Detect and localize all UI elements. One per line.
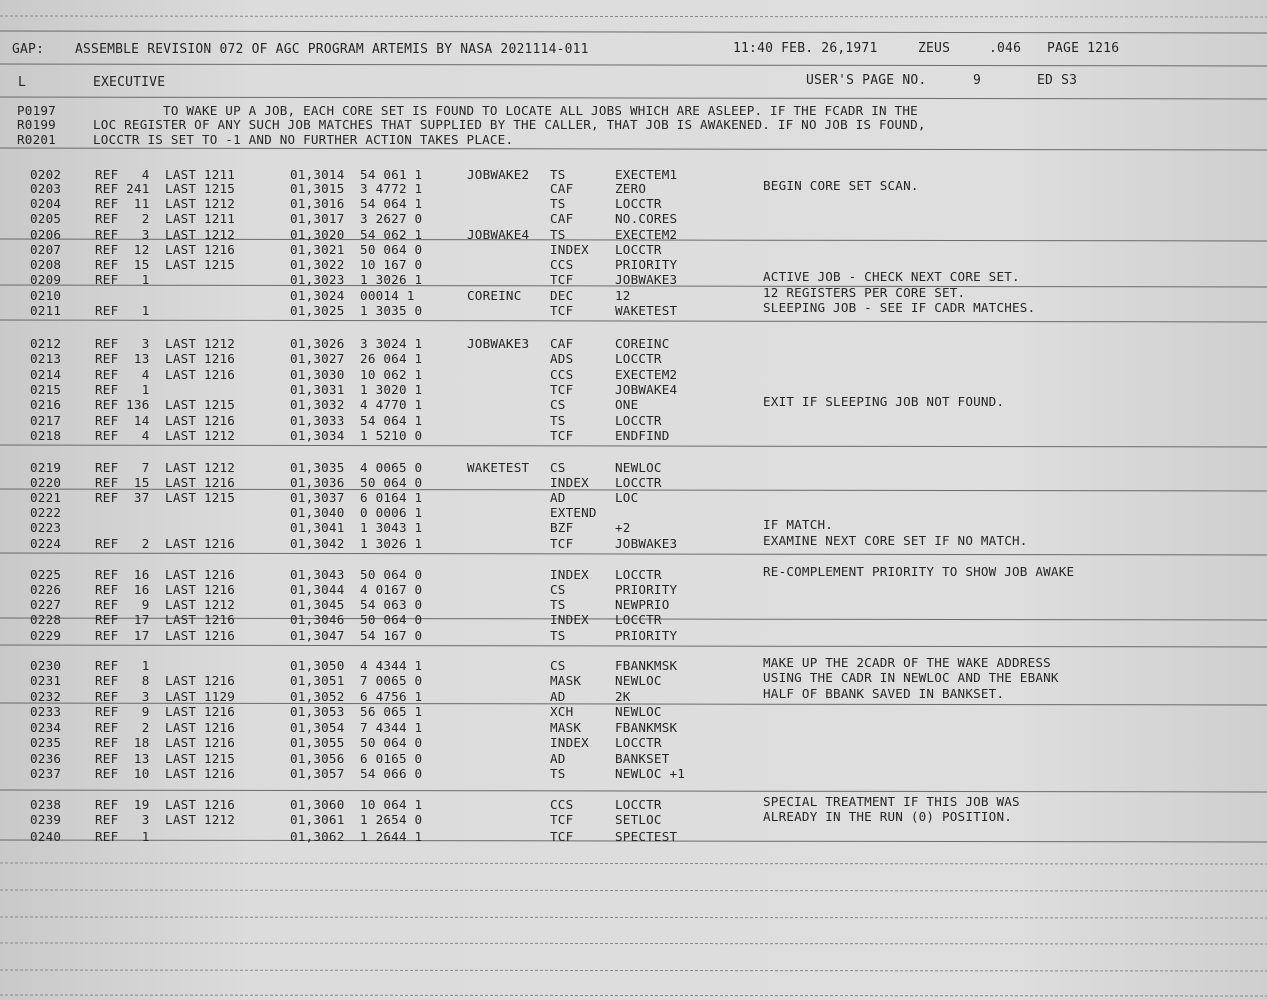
address-code: 01,3040 0 0006 1 [290, 505, 423, 520]
line-comment: SLEEPING JOB - SEE IF CADR MATCHES. [763, 300, 1036, 315]
opcode: TCF [550, 428, 574, 443]
line-comment: IF MATCH. [763, 517, 834, 532]
address-code: 01,3060 10 064 1 [290, 797, 423, 812]
opcode: CCS [550, 367, 574, 382]
intro-line-text: LOCCTR IS SET TO -1 AND NO FURTHER ACTION TAKES PLACE. [93, 132, 514, 147]
operand: NEWLOC [615, 673, 662, 688]
intro-line-number: R0201 [17, 132, 56, 147]
dashed-ruled-line [0, 995, 1267, 996]
ref-info: REF 136 LAST 1215 [95, 397, 236, 412]
line-number: 0208 [30, 257, 62, 272]
address-code: 01,3015 3 4772 1 [290, 181, 423, 196]
opcode: CAF [550, 336, 574, 351]
operand: +2 [615, 520, 631, 535]
address-code: 01,3047 54 167 0 [290, 628, 423, 643]
opcode: BZF [550, 520, 574, 535]
opcode: TS [550, 766, 566, 781]
ref-info: REF 18 LAST 1216 [95, 735, 236, 750]
ref-info: REF 1 [95, 658, 150, 673]
line-comment: EXAMINE NEXT CORE SET IF NO MATCH. [763, 533, 1028, 548]
operand: LOCCTR [615, 242, 662, 257]
operand: JOBWAKE4 [615, 382, 678, 397]
opcode: CS [550, 397, 566, 412]
opcode: ADS [550, 351, 574, 366]
address-code: 01,3044 4 0167 0 [290, 582, 423, 597]
opcode: AD [550, 490, 566, 505]
symbol-label: JOBWAKE2 [467, 167, 530, 182]
opcode: AD [550, 751, 566, 766]
line-comment: HALF OF BBANK SAVED IN BANKSET. [763, 686, 1005, 701]
line-number: 0218 [30, 428, 62, 443]
line-number: 0222 [30, 505, 62, 520]
address-code: 01,3023 1 3026 1 [290, 272, 423, 287]
ref-info: REF 17 LAST 1216 [95, 628, 236, 643]
line-number: 0228 [30, 612, 62, 627]
address-code: 01,3061 1 2654 0 [290, 812, 423, 827]
line-number: 0210 [30, 288, 62, 303]
ref-info: REF 7 LAST 1212 [95, 460, 236, 475]
header-title: ASSEMBLE REVISION 072 OF AGC PROGRAM ARTEMIS BY NASA 2021114-011 [75, 42, 589, 57]
opcode: CCS [550, 797, 574, 812]
line-number: 0229 [30, 628, 62, 643]
line-number: 0231 [30, 673, 62, 688]
ruled-line [0, 645, 1267, 647]
line-number: 0204 [30, 196, 62, 211]
address-code: 01,3055 50 064 0 [290, 735, 423, 750]
line-comment: MAKE UP THE 2CADR OF THE WAKE ADDRESS [763, 655, 1051, 670]
address-code: 01,3025 1 3035 0 [290, 303, 423, 318]
ref-info: REF 16 LAST 1216 [95, 567, 236, 582]
column-letter: L [18, 75, 27, 90]
address-code: 01,3056 6 0165 0 [290, 751, 423, 766]
opcode: EXTEND [550, 505, 597, 520]
ref-info: REF 12 LAST 1216 [95, 242, 236, 257]
address-code: 01,3026 3 3024 1 [290, 336, 423, 351]
line-number: 0227 [30, 597, 62, 612]
dashed-ruled-line [0, 16, 1267, 17]
operand: LOCCTR [615, 797, 662, 812]
opcode: CS [550, 658, 566, 673]
dashed-ruled-line [0, 917, 1267, 918]
opcode: MASK [550, 720, 582, 735]
ref-info: REF 1 [95, 829, 150, 844]
ref-info: REF 3 LAST 1129 [95, 689, 236, 704]
ref-info: REF 16 LAST 1216 [95, 582, 236, 597]
opcode: INDEX [550, 475, 589, 490]
ref-info: REF 1 [95, 272, 150, 287]
dashed-ruled-line [0, 863, 1267, 864]
line-number: 0230 [30, 658, 62, 673]
line-comment: 12 REGISTERS PER CORE SET. [763, 285, 966, 300]
ruled-line [0, 445, 1267, 447]
operand: SPECTEST [615, 829, 678, 844]
operand: 12 [615, 288, 631, 303]
opcode: INDEX [550, 612, 589, 627]
address-code: 01,3057 54 066 0 [290, 766, 423, 781]
address-code: 01,3051 7 0065 0 [290, 673, 423, 688]
ref-info: REF 19 LAST 1216 [95, 797, 236, 812]
symbol-label: COREINC [467, 288, 522, 303]
ref-info: REF 4 LAST 1211 [95, 167, 236, 182]
opcode: TS [550, 196, 566, 211]
ref-info: REF 9 LAST 1212 [95, 597, 236, 612]
address-code: 01,3030 10 062 1 [290, 367, 423, 382]
address-code: 01,3037 6 0164 1 [290, 490, 423, 505]
operand: JOBWAKE3 [615, 536, 678, 551]
operand: WAKETEST [615, 303, 678, 318]
ref-info: REF 4 LAST 1216 [95, 367, 236, 382]
intro-line-text: LOC REGISTER OF ANY SUCH JOB MATCHES THAT SUPPLIED BY THE CALLER, THAT JOB IS AWAKENED. IF NO JOB IS FOUND, [93, 117, 926, 132]
opcode: TCF [550, 536, 574, 551]
address-code: 01,3031 1 3020 1 [290, 382, 423, 397]
operand: NEWLOC [615, 704, 662, 719]
operand: EXECTEM2 [615, 227, 678, 242]
line-number: 0224 [30, 536, 62, 551]
operand: JOBWAKE3 [615, 272, 678, 287]
line-number: 0207 [30, 242, 62, 257]
operand: EXECTEM2 [615, 367, 678, 382]
line-comment: ALREADY IN THE RUN (0) POSITION. [763, 809, 1013, 824]
line-comment: BEGIN CORE SET SCAN. [763, 178, 919, 193]
opcode: AD [550, 689, 566, 704]
operand: NO.CORES [615, 211, 678, 226]
ruled-line [0, 64, 1267, 66]
opcode: TCF [550, 303, 574, 318]
opcode: CAF [550, 211, 574, 226]
opcode: TS [550, 227, 566, 242]
operand: LOCCTR [615, 196, 662, 211]
line-number: 0238 [30, 797, 62, 812]
opcode: CS [550, 582, 566, 597]
opcode: XCH [550, 704, 574, 719]
opcode: CS [550, 460, 566, 475]
line-number: 0216 [30, 397, 62, 412]
address-code: 01,3045 54 063 0 [290, 597, 423, 612]
line-number: 0217 [30, 413, 62, 428]
ref-info: REF 13 LAST 1215 [95, 751, 236, 766]
address-code: 01,3052 6 4756 1 [290, 689, 423, 704]
line-number: 0232 [30, 689, 62, 704]
ref-info: REF 2 LAST 1216 [95, 720, 236, 735]
line-number: 0214 [30, 367, 62, 382]
address-code: 01,3016 54 064 1 [290, 196, 423, 211]
ref-info: REF 3 LAST 1212 [95, 336, 236, 351]
address-code: 01,3053 56 065 1 [290, 704, 423, 719]
address-code: 01,3042 1 3026 1 [290, 536, 423, 551]
address-code: 01,3017 3 2627 0 [290, 211, 423, 226]
operand: PRIORITY [615, 257, 678, 272]
line-comment: EXIT IF SLEEPING JOB NOT FOUND. [763, 394, 1005, 409]
ref-info: REF 13 LAST 1216 [95, 351, 236, 366]
ref-info: REF 14 LAST 1216 [95, 413, 236, 428]
operand: BANKSET [615, 751, 670, 766]
header-gap: GAP: [12, 42, 45, 57]
operand: FBANKMSK [615, 658, 678, 673]
operand: ONE [615, 397, 639, 412]
ref-info: REF 1 [95, 303, 150, 318]
operand: NEWPRIO [615, 597, 670, 612]
operand: ZERO [615, 181, 647, 196]
line-number: 0215 [30, 382, 62, 397]
opcode: CAF [550, 181, 574, 196]
line-number: 0223 [30, 520, 62, 535]
ref-info: REF 4 LAST 1212 [95, 428, 236, 443]
address-code: 01,3043 50 064 0 [290, 567, 423, 582]
header-code: .046 [989, 41, 1022, 56]
operand: LOCCTR [615, 475, 662, 490]
ref-info: REF 3 LAST 1212 [95, 812, 236, 827]
dashed-ruled-line [0, 970, 1267, 971]
operand: LOCCTR [615, 351, 662, 366]
line-number: 0202 [30, 167, 62, 182]
address-code: 01,3046 50 064 0 [290, 612, 423, 627]
address-code: 01,3014 54 061 1 [290, 167, 423, 182]
line-number: 0203 [30, 181, 62, 196]
operand: FBANKMSK [615, 720, 678, 735]
opcode: MASK [550, 673, 582, 688]
line-comment: USING THE CADR IN NEWLOC AND THE EBANK [763, 670, 1059, 685]
ruled-line [0, 320, 1267, 322]
line-number: 0225 [30, 567, 62, 582]
ref-info: REF 9 LAST 1216 [95, 704, 236, 719]
intro-line-number: P0197 [17, 103, 56, 118]
line-number: 0233 [30, 704, 62, 719]
opcode: INDEX [550, 735, 589, 750]
opcode: TS [550, 413, 566, 428]
opcode: TCF [550, 812, 574, 827]
ruled-line [0, 790, 1267, 792]
ref-info: REF 241 LAST 1215 [95, 181, 236, 196]
address-code: 01,3027 26 064 1 [290, 351, 423, 366]
address-code: 01,3032 4 4770 1 [290, 397, 423, 412]
address-code: 01,3020 54 062 1 [290, 227, 423, 242]
address-code: 01,3054 7 4344 1 [290, 720, 423, 735]
ref-info: REF 8 LAST 1216 [95, 673, 236, 688]
operand: COREINC [615, 336, 670, 351]
address-code: 01,3033 54 064 1 [290, 413, 423, 428]
operand: LOCCTR [615, 735, 662, 750]
operand: LOCCTR [615, 567, 662, 582]
address-code: 01,3062 1 2644 1 [290, 829, 423, 844]
line-number: 0220 [30, 475, 62, 490]
intro-line-text: TO WAKE UP A JOB, EACH CORE SET IS FOUND TO LOCATE ALL JOBS WHICH ARE ASLEEP. IF THE FCADR IN THE [93, 103, 918, 118]
ruled-line [0, 31, 1267, 33]
line-number: 0206 [30, 227, 62, 242]
ref-info: REF 15 LAST 1215 [95, 257, 236, 272]
line-number: 0236 [30, 751, 62, 766]
header-time: 11:40 FEB. 26,1971 [733, 41, 878, 56]
header-page: PAGE 1216 [1047, 41, 1120, 56]
line-number: 0237 [30, 766, 62, 781]
line-number: 0219 [30, 460, 62, 475]
operand: NEWLOC +1 [615, 766, 686, 781]
ruled-line [0, 148, 1267, 150]
ref-info: REF 3 LAST 1212 [95, 227, 236, 242]
line-number: 0209 [30, 272, 62, 287]
opcode: TS [550, 597, 566, 612]
address-code: 01,3022 10 167 0 [290, 257, 423, 272]
operand: NEWLOC [615, 460, 662, 475]
ref-info: REF 2 LAST 1216 [95, 536, 236, 551]
user-page-label: USER'S PAGE NO. [806, 73, 927, 88]
user-page-number: 9 [973, 73, 982, 88]
line-comment: RE-COMPLEMENT PRIORITY TO SHOW JOB AWAKE [763, 564, 1075, 579]
symbol-label: WAKETEST [467, 460, 530, 475]
line-number: 0226 [30, 582, 62, 597]
operand: ENDFIND [615, 428, 670, 443]
address-code: 01,3041 1 3043 1 [290, 520, 423, 535]
line-number: 0213 [30, 351, 62, 366]
ref-info: REF 1 [95, 382, 150, 397]
opcode: INDEX [550, 567, 589, 582]
ref-info: REF 10 LAST 1216 [95, 766, 236, 781]
dashed-ruled-line [0, 890, 1267, 891]
ref-info: REF 17 LAST 1216 [95, 612, 236, 627]
ref-info: REF 37 LAST 1215 [95, 490, 236, 505]
line-number: 0234 [30, 720, 62, 735]
line-comment: SPECIAL TREATMENT IF THIS JOB WAS [763, 794, 1020, 809]
line-number: 0211 [30, 303, 62, 318]
header-system: ZEUS [918, 41, 951, 56]
line-number: 0212 [30, 336, 62, 351]
line-number: 0240 [30, 829, 62, 844]
opcode: INDEX [550, 242, 589, 257]
operand: LOC [615, 490, 639, 505]
line-comment: ACTIVE JOB - CHECK NEXT CORE SET. [763, 269, 1020, 284]
line-number: 0239 [30, 812, 62, 827]
address-code: 01,3024 00014 1 [290, 288, 415, 303]
symbol-label: JOBWAKE4 [467, 227, 530, 242]
operand: LOCCTR [615, 413, 662, 428]
dashed-ruled-line [0, 943, 1267, 944]
operand: PRIORITY [615, 582, 678, 597]
ref-info: REF 15 LAST 1216 [95, 475, 236, 490]
operand: 2K [615, 689, 631, 704]
operand: PRIORITY [615, 628, 678, 643]
address-code: 01,3035 4 0065 0 [290, 460, 423, 475]
line-number: 0221 [30, 490, 62, 505]
ref-info: REF 2 LAST 1211 [95, 211, 236, 226]
line-number: 0235 [30, 735, 62, 750]
opcode: TCF [550, 829, 574, 844]
address-code: 01,3050 4 4344 1 [290, 658, 423, 673]
address-code: 01,3021 50 064 0 [290, 242, 423, 257]
operand: LOCCTR [615, 612, 662, 627]
ruled-line [0, 553, 1267, 555]
address-code: 01,3036 50 064 0 [290, 475, 423, 490]
ref-info: REF 11 LAST 1212 [95, 196, 236, 211]
operand: SETLOC [615, 812, 662, 827]
line-number: 0205 [30, 211, 62, 226]
intro-line-number: R0199 [17, 117, 56, 132]
opcode: TS [550, 628, 566, 643]
symbol-label: JOBWAKE3 [467, 336, 530, 351]
opcode: TS [550, 167, 566, 182]
opcode: DEC [550, 288, 574, 303]
operand: EXECTEM1 [615, 167, 678, 182]
opcode: TCF [550, 272, 574, 287]
section-title: EXECUTIVE [93, 75, 166, 90]
opcode: CCS [550, 257, 574, 272]
opcode: TCF [550, 382, 574, 397]
address-code: 01,3034 1 5210 0 [290, 428, 423, 443]
edition: ED S3 [1037, 73, 1078, 88]
ruled-line [0, 97, 1267, 99]
